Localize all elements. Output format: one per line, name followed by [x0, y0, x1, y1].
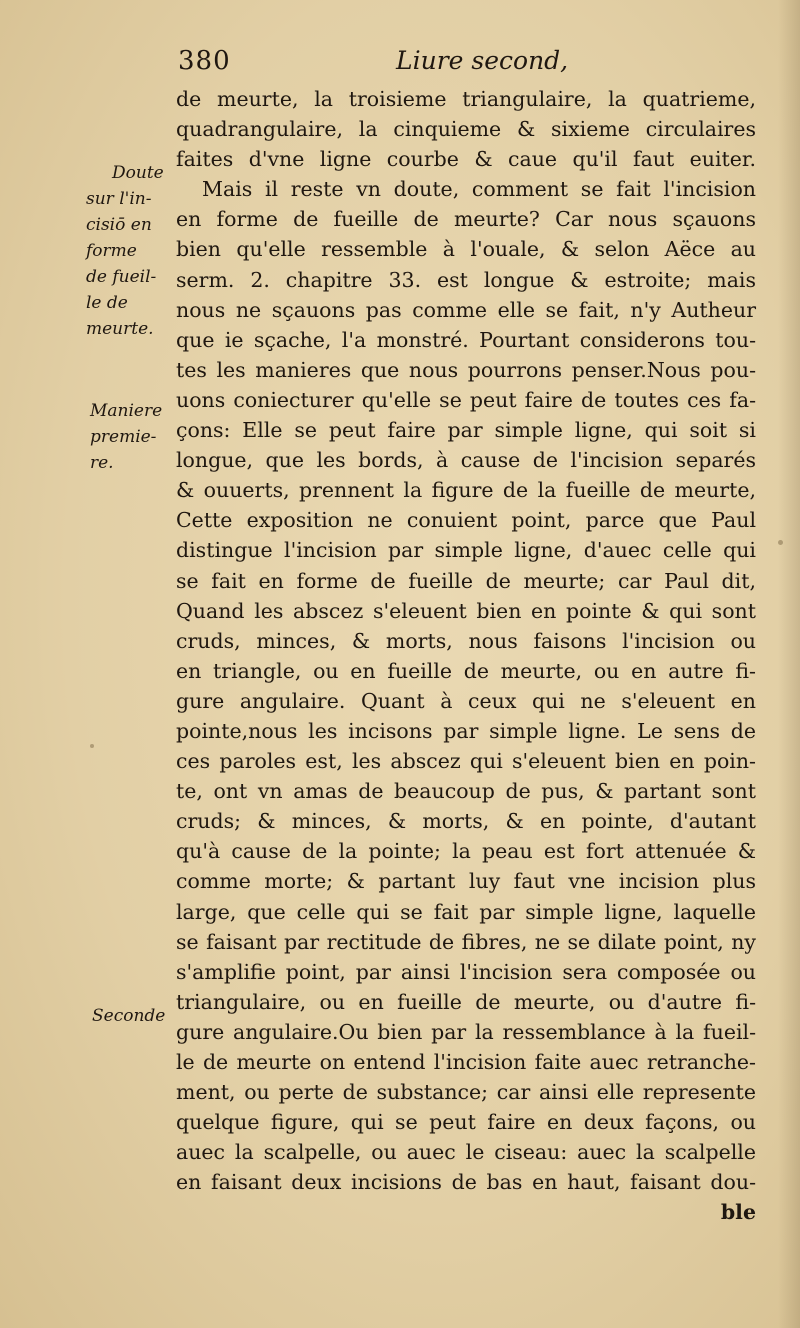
page-edge-shadow [778, 0, 800, 1328]
text-line: le de meurte on entend l'incision faite auec retranche- [176, 1050, 756, 1074]
page-number: 380 [178, 46, 231, 76]
text-line: que ie sçache, l'a monstré. Pourtant considerons tou- [176, 327, 756, 352]
text-line: gure angulaire. Quant à ceux qui ne s'eleuent en [176, 688, 756, 713]
margin-note-line: Doute [112, 163, 164, 183]
text-line: nous ne sçauons pas comme elle se fait, n'y Autheur [176, 297, 756, 322]
margin-note-seconde [92, 1003, 165, 1029]
text-line: faites d'vne ligne courbe & caue qu'il faut euiter. [176, 147, 756, 172]
text-line: uons coniecturer qu'elle se peut faire de toutes ces fa- [176, 387, 756, 412]
text-line: en triangle, ou en fueille de meurte, ou en autre fi- [176, 658, 756, 683]
text-line: tes les manieres que nous pourrons penser.Nous pou- [176, 357, 756, 382]
text-line: comme morte; & partant luy faut vne incision plus [176, 869, 756, 894]
text-line: bien qu'elle ressemble à l'ouale, & selon Aëce au [176, 237, 756, 262]
margin-note-line: de fueil- [86, 267, 157, 287]
text-line: Quand les abscez s'eleuent bien en pointe & qui sont [176, 598, 756, 623]
margin-note-line: forme [86, 241, 137, 261]
text-line: gure angulaire.Ou bien par la ressemblance à la fueil- [176, 1019, 756, 1044]
text-line: ces paroles est, les abscez qui s'eleuent bien en poin- [176, 749, 756, 774]
text-line: large, que celle qui se fait par simple ligne, laquelle [176, 899, 756, 924]
text-line: en forme de fueille de meurte? Car nous sçauons [176, 207, 756, 232]
text-line: çons: Elle se peut faire par simple ligne, qui soit si [176, 418, 756, 443]
text-line: en faisant deux incisions de bas en haut, faisant dou- [176, 1170, 756, 1195]
text-line: Cette exposition ne conuient point, parce que Paul [176, 508, 756, 533]
text-line: de meurte, la troisieme triangulaire, la quatrieme, [176, 87, 756, 111]
margin-note-line: sur l'in- [86, 189, 152, 209]
paper-spot [90, 744, 94, 748]
text-line: se faisant par rectitude de fibres, ne se dilate point, ny [176, 929, 756, 954]
text-line: cruds; & minces, & morts, & en pointe, d'autant [176, 809, 756, 834]
body-text [176, 84, 756, 1228]
margin-note-line: Maniere [90, 401, 163, 421]
margin-note-line: cisiō en [86, 215, 152, 235]
text-line: triangulaire, ou en fueille de meurte, ou d'autre fi- [176, 989, 756, 1014]
text-line: auec la scalpelle, ou auec le ciseau: auec la scalpelle [176, 1140, 756, 1165]
text-line: quadrangulaire, la cinquieme & sixieme circulaires [176, 117, 756, 142]
text-line: quelque figure, qui se peut faire en deux façons, ou [176, 1110, 756, 1135]
text-line: & ouuerts, prennent la figure de la fueille de meurte, [176, 478, 756, 503]
catchword: ble [720, 1200, 756, 1225]
text-line: ment, ou perte de substance; car ainsi elle represente [176, 1080, 756, 1105]
margin-note-line: le de [86, 293, 128, 313]
text-line: pointe,nous les incisons par simple ligne. Le sens de [176, 718, 756, 743]
text-line: Mais il reste vn doute, comment se fait l'incision [202, 177, 756, 202]
text-line: s'amplifie point, par ainsi l'incision sera composée ou [176, 959, 756, 984]
text-line: te, ont vn amas de beaucoup de pus, & partant sont [176, 779, 756, 804]
margin-note-line: premie- [90, 427, 157, 447]
text-line: qu'à cause de la pointe; la peau est fort attenuée & [176, 839, 756, 864]
text-line: longue, que les bords, à cause de l'incision separés [176, 448, 756, 473]
text-line: serm. 2. chapitre 33. est longue & estroite; mais [176, 267, 756, 292]
text-line: cruds, minces, & morts, nous faisons l'incision ou [176, 628, 756, 653]
margin-note-maniere [90, 398, 162, 476]
text-line: distingue l'incision par simple ligne, d'auec celle qui [176, 538, 756, 563]
margin-note-line: Seconde [92, 1006, 166, 1026]
margin-note-line: re. [90, 453, 114, 473]
margin-note-doute [86, 160, 164, 342]
running-title: Liure second, [396, 46, 569, 75]
margin-note-line: meurte. [86, 319, 154, 339]
text-line: se fait en forme de fueille de meurte; car Paul dit, [176, 568, 756, 593]
page-header [178, 46, 778, 86]
paper-spot [778, 540, 783, 545]
